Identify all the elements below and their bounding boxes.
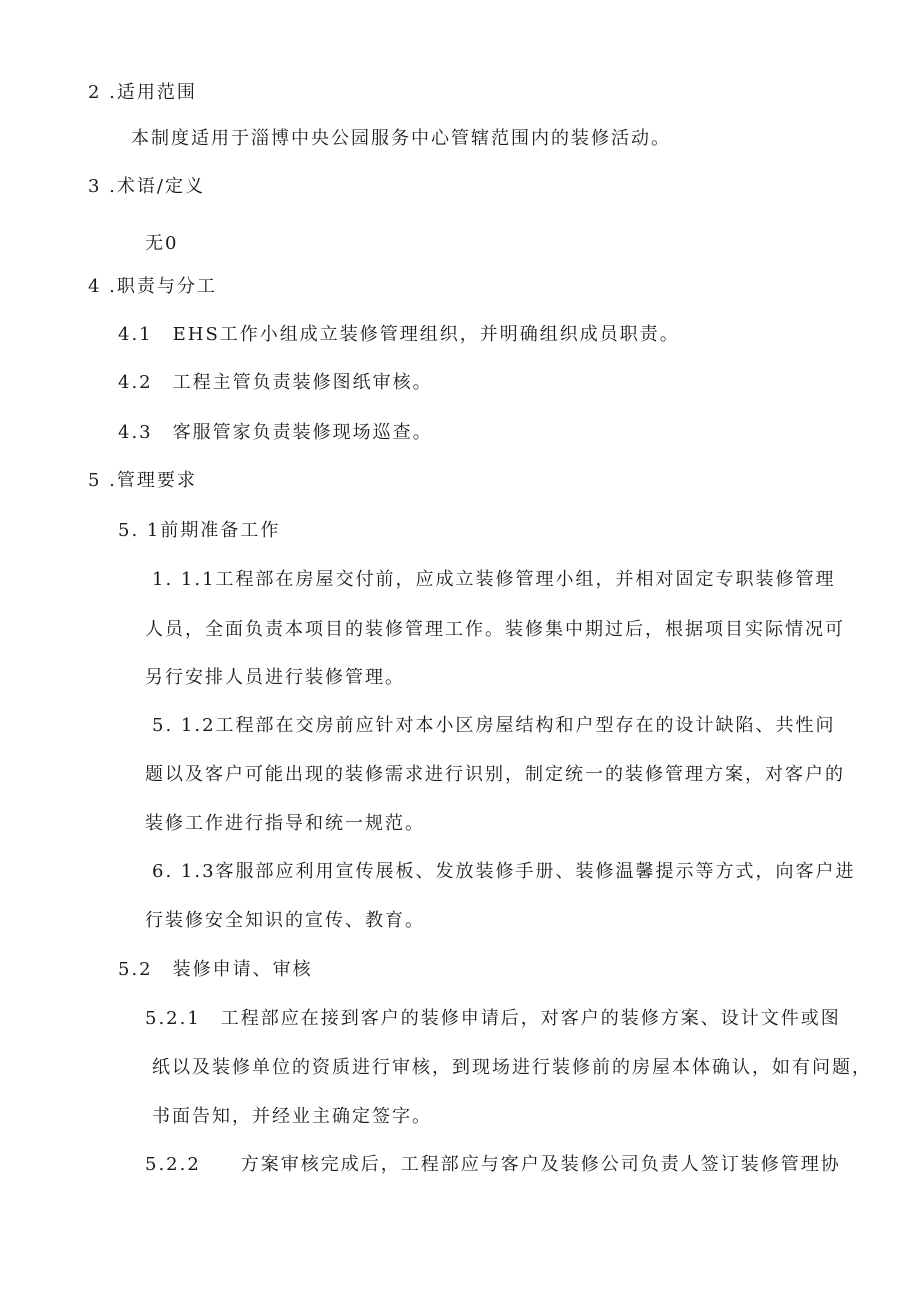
section-heading-management: 5 .管理要求 — [88, 470, 197, 491]
list-item-4-2: 4.2 工程主管负责装修图纸审核。 — [118, 372, 433, 393]
section-heading-terms: 3 .术语/定义 — [88, 176, 205, 197]
paragraph-line: 5.2.2 方案审核完成后，工程部应与客户及装修公司负责人签订装修管理协 — [145, 1154, 841, 1175]
paragraph-line: 6. 1.3客服部应利用宣传展板、发放装修手册、装修温馨提示等方式，向客户进 — [152, 861, 856, 882]
list-item-4-3: 4.3 客服管家负责装修现场巡查。 — [118, 422, 433, 443]
paragraph-line: 人员，全面负责本项目的装修管理工作。装修集中期过后，根据项目实际情况可 — [145, 619, 845, 640]
paragraph-terms: 无0 — [145, 233, 179, 254]
paragraph-line: 1. 1.1工程部在房屋交付前，应成立装修管理小组，并相对固定专职装修管理 — [152, 569, 836, 590]
paragraph-line: 装修工作进行指导和统一规范。 — [145, 813, 425, 834]
paragraph-line: 题以及客户可能出现的装修需求进行识别，制定统一的装修管理方案，对客户的 — [145, 764, 845, 785]
subsection-heading-5-1: 5. 1前期准备工作 — [118, 520, 281, 541]
paragraph-scope: 本制度适用于淄博中央公园服务中心管辖范围内的装修活动。 — [131, 128, 671, 149]
list-item-4-1: 4.1 EHS工作小组成立装修管理组织，并明确组织成员职责。 — [118, 324, 680, 345]
paragraph-line: 另行安排人员进行装修管理。 — [145, 667, 405, 688]
section-heading-duties: 4 .职责与分工 — [88, 276, 217, 297]
paragraph-line: 5. 1.2工程部在交房前应针对本小区房屋结构和户型存在的设计缺陷、共性问 — [152, 715, 836, 736]
paragraph-line: 行装修安全知识的宣传、教育。 — [145, 910, 425, 931]
paragraph-line: 纸以及装修单位的资质进行审核，到现场进行装修前的房屋本体确认，如有问题， — [152, 1057, 872, 1078]
paragraph-line: 书面告知，并经业主确定签字。 — [152, 1106, 432, 1127]
subsection-heading-5-2: 5.2 装修申请、审核 — [118, 959, 313, 980]
paragraph-line: 5.2.1 工程部应在接到客户的装修申请后，对客户的装修方案、设计文件或图 — [145, 1008, 841, 1029]
section-heading-scope: 2 .适用范围 — [88, 82, 197, 103]
